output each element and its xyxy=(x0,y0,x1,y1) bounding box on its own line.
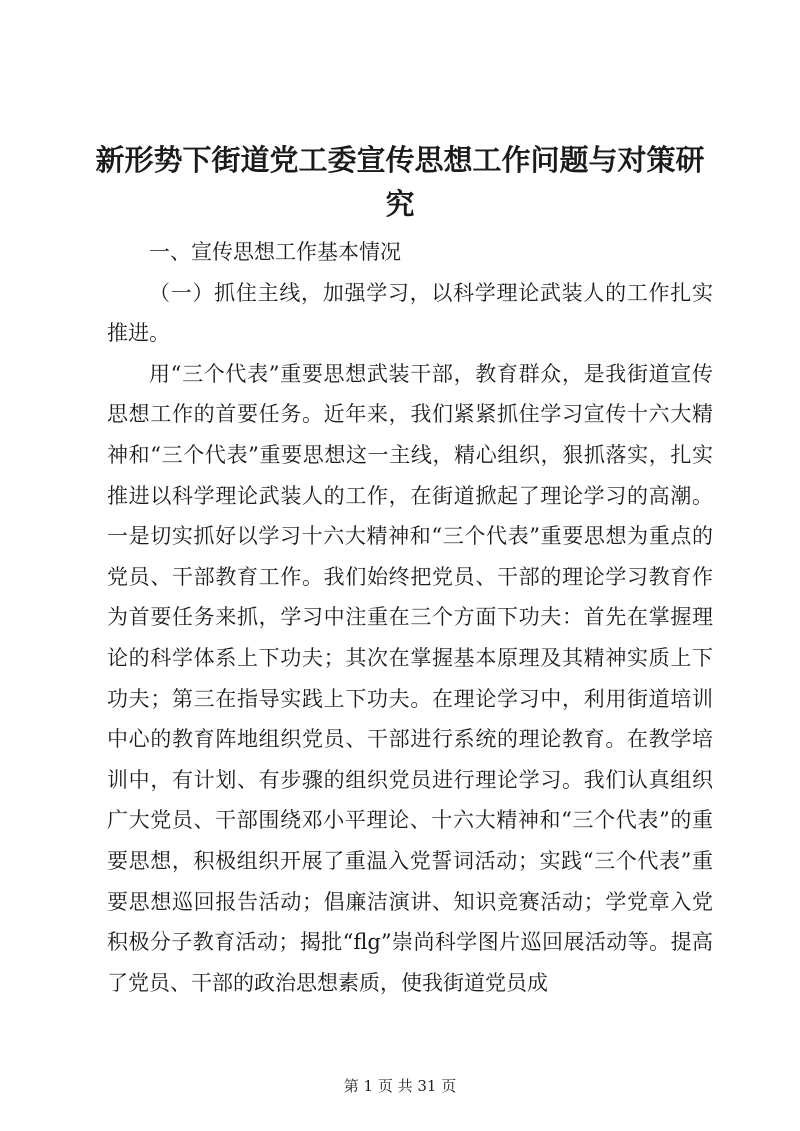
page-number-footer: 第 1 页 共 31 页 xyxy=(343,1077,457,1095)
subsection-heading: （一）抓住主线，加强学习，以科学理论武装人的工作扎实推进。 xyxy=(107,280,713,346)
body-paragraph: 用“三个代表”重要思想武装干部，教育群众，是我街道宣传思想工作的首要任务。近年来，我们紧紧抓住学习宣传十六大精神和“三个代表”重要思想这一主线，精心组织，狠抓落实，扎实推进以科学理论武装人的工作，在街道掀起了理论学习的高潮。一是切实抓好以学习十六大精神和“三个代表”重要思想为重点的党员、干部教育工作。我们始终把党员、干部的理论学习教育作为首要任务来抓，学习中注重在三个方面下功夫：首先在掌握理论的科学体系上下功夫；其次在掌握基本原理及其精神实质上下功夫；第三在指导实践上下功夫。在理论学习中，利用街道培训中心的教育阵地组织党员、干部进行系统的理论教育。在教学培训中，有计划、有步骤的组织党员进行理论学习。我们认真组织广大党员、干部围绕邓小平理论、十六大精神和“三个代表”的重要思想，积极组织开展了重温入党誓词活动；实践“三个代表”重要思想巡回报告活动；倡廉洁演讲、知识竞赛活动；学党章入党积极分子教育活动；揭批“flg”崇尚科学图片巡回展活动等。提高了党员、干部的政治思想素质，使我街道党员成 xyxy=(107,361,713,995)
document-title: 新形势下街道党工委宣传思想工作问题与对策研究 xyxy=(95,143,705,221)
section-heading: 一、宣传思想工作基本情况 xyxy=(149,240,401,264)
document-body xyxy=(107,232,713,1003)
